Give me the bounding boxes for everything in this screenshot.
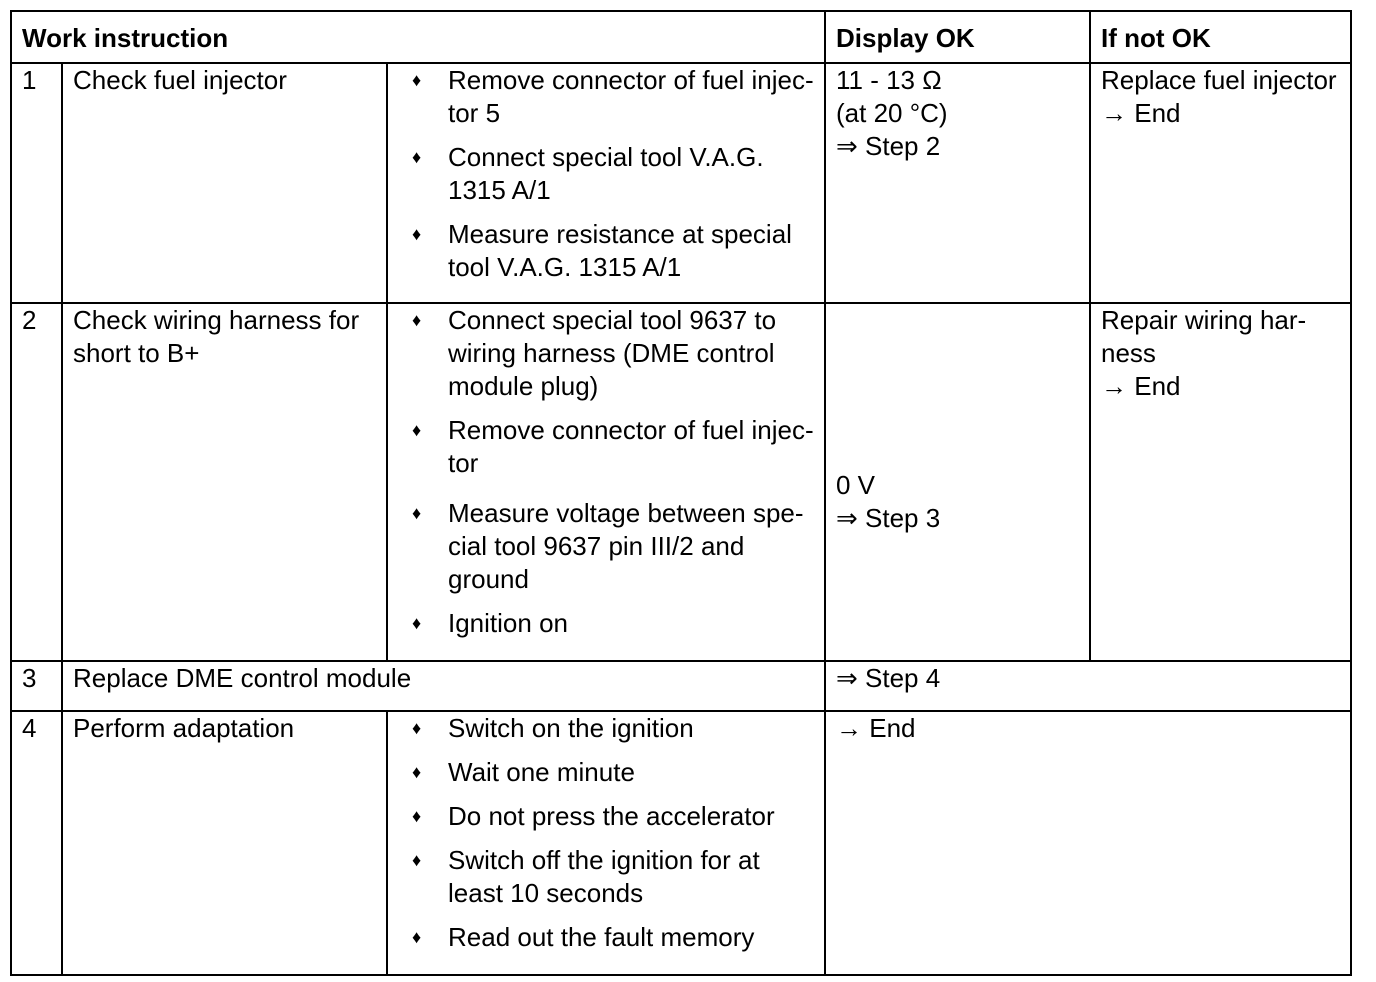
step-task: Perform adaptation [62, 711, 387, 975]
table-row [11, 661, 1351, 711]
display-ok-cell: 0 V ⇒ Step 3 [825, 303, 1090, 661]
table-row [11, 303, 1351, 661]
diamond-bullet-icon: ♦ [412, 806, 422, 826]
header-work-instruction: Work instruction [11, 11, 825, 63]
diamond-bullet-icon: ♦ [412, 503, 422, 523]
step-number: 1 [11, 63, 62, 303]
display-ok-cell: ⇒ Step 4 [825, 661, 1351, 711]
header-row [11, 11, 1351, 63]
list-item: ♦ Measure voltage between spe- cial tool 9637 pin III/2 and ground [412, 498, 804, 594]
diamond-bullet-icon: ♦ [412, 762, 422, 782]
display-ok-cell: → End [825, 711, 1351, 975]
diamond-bullet-icon: ♦ [412, 718, 422, 738]
step-number: 2 [11, 303, 62, 661]
diamond-bullet-icon: ♦ [412, 420, 422, 440]
step-task: Check fuel injector [62, 63, 387, 303]
diamond-bullet-icon: ♦ [412, 70, 422, 90]
list-item: ♦ Remove connector of fuel injec- tor 5 [412, 65, 814, 128]
diamond-bullet-icon: ♦ [412, 613, 422, 633]
list-item: ♦ Connect special tool V.A.G. 1315 A/1 [412, 142, 764, 205]
table-row [11, 63, 1351, 303]
list-item: ♦ Read out the fault memory [412, 922, 755, 952]
list-item: ♦ Switch off the ignition for at least 10 seconds [412, 845, 760, 908]
list-item: ♦ Connect special tool 9637 to wiring harness (DME control module plug) [412, 305, 777, 401]
work-instruction-table [10, 10, 1352, 976]
diamond-bullet-icon: ♦ [412, 310, 422, 330]
list-item: ♦ Measure resistance at special tool V.A.G. 1315 A/1 [412, 219, 792, 282]
diamond-bullet-icon: ♦ [412, 927, 422, 947]
header-if-not-ok: If not OK [1090, 11, 1351, 63]
step-number: 4 [11, 711, 62, 975]
list-item: ♦ Do not press the accelerator [412, 801, 775, 831]
step-task: Replace DME control module [62, 661, 825, 711]
list-item: ♦ Ignition on [412, 608, 568, 638]
table-row [11, 711, 1351, 975]
diamond-bullet-icon: ♦ [412, 147, 422, 167]
display-ok-cell: 11 - 13 Ω (at 20 °C) ⇒ Step 2 [825, 63, 1090, 303]
diamond-bullet-icon: ♦ [412, 850, 422, 870]
step-instructions [387, 63, 825, 303]
step-instructions [387, 711, 825, 975]
step-instructions [387, 303, 825, 661]
if-not-ok-cell: Replace fuel injector → End [1090, 63, 1351, 303]
list-item: ♦ Switch on the ignition [412, 713, 694, 743]
diamond-bullet-icon: ♦ [412, 224, 422, 244]
if-not-ok-cell: Repair wiring har- ness → End [1090, 303, 1351, 661]
step-task: Check wiring harness for short to B+ [62, 303, 387, 661]
step-number: 3 [11, 661, 62, 711]
list-item: ♦ Wait one minute [412, 757, 635, 787]
list-item: ♦ Remove connector of fuel injec- tor [412, 415, 814, 478]
header-display-ok: Display OK [825, 11, 1090, 63]
